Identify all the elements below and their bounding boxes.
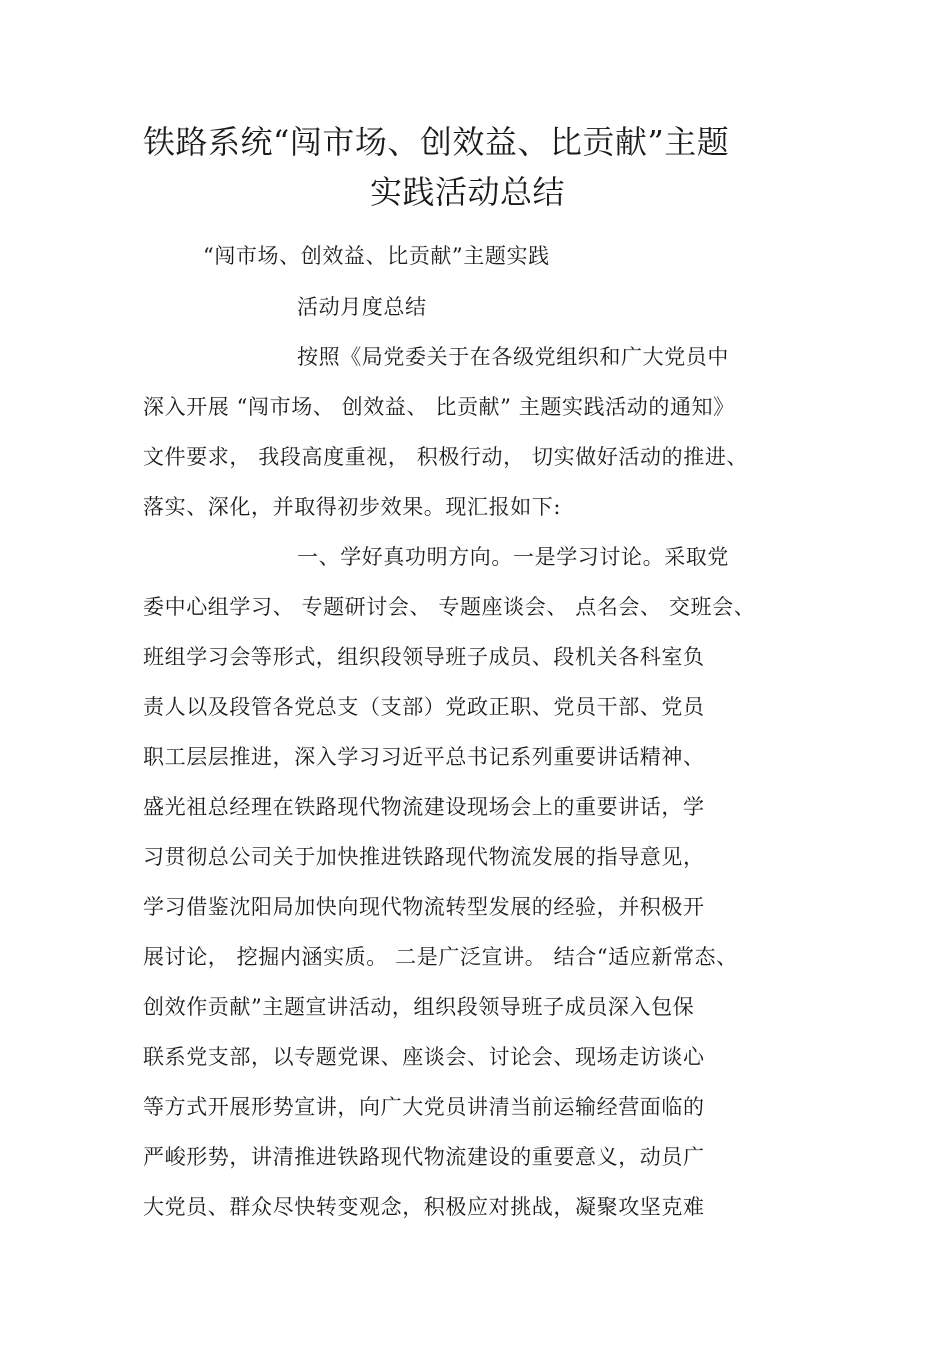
subtitle-line-2: 活动月度总结 <box>297 295 427 319</box>
body-line: 大党员、群众尽快转变观念，积极应对挑战，凝聚攻坚克难 <box>143 1195 705 1219</box>
body-line: 学习借鉴沈阳局加快向现代物流转型发展的经验，并积极开 <box>143 895 705 919</box>
body-line: 文件要求， 我段高度重视， 积极行动， 切实做好活动的推进、 <box>143 445 749 469</box>
body-line: 职工层层推进，深入学习习近平总书记系列重要讲话精神、 <box>143 745 705 769</box>
document-title-line-2: 实践活动总结 <box>370 173 566 211</box>
body-line: 严峻形势，讲清推进铁路现代物流建设的重要意义，动员广 <box>143 1145 705 1169</box>
body-line: 按照《局党委关于在各级党组织和广大党员中 <box>297 345 729 369</box>
body-line: 展讨论， 挖掘内涵实质。 二是广泛宣讲。 结合“适应新常态、 <box>143 945 738 969</box>
body-line: 责人以及段管各党总支（支部）党政正职、党员干部、党员 <box>143 695 705 719</box>
body-line: 创效作贡献”主题宣讲活动，组织段领导班子成员深入包保 <box>143 995 695 1019</box>
body-line: 深入开展 “闯市场、 创效益、 比贡献” 主题实践活动的通知》 <box>143 395 735 419</box>
body-line: 落实、深化，并取得初步效果。现汇报如下: <box>143 495 562 519</box>
subtitle-line-1: “闯市场、创效益、比贡献”主题实践 <box>203 244 550 268</box>
body-line: 联系党支部，以专题党课、座谈会、讨论会、现场走访谈心 <box>143 1045 705 1069</box>
body-line: 盛光祖总经理在铁路现代物流建设现场会上的重要讲话，学 <box>143 795 705 819</box>
body-line: 班组学习会等形式，组织段领导班子成员、段机关各科室负 <box>143 645 705 669</box>
body-line: 等方式开展形势宣讲，向广大党员讲清当前运输经营面临的 <box>143 1095 705 1119</box>
body-line: 一、学好真功明方向。一是学习讨论。采取党 <box>297 545 729 569</box>
body-line: 委中心组学习、 专题研讨会、 专题座谈会、 点名会、 交班会、 <box>143 595 756 619</box>
document-title-line-1: 铁路系统“闯市场、创效益、比贡献”主题 <box>143 123 730 161</box>
body-line: 习贯彻总公司关于加快推进铁路现代物流发展的指导意见， <box>143 845 705 869</box>
